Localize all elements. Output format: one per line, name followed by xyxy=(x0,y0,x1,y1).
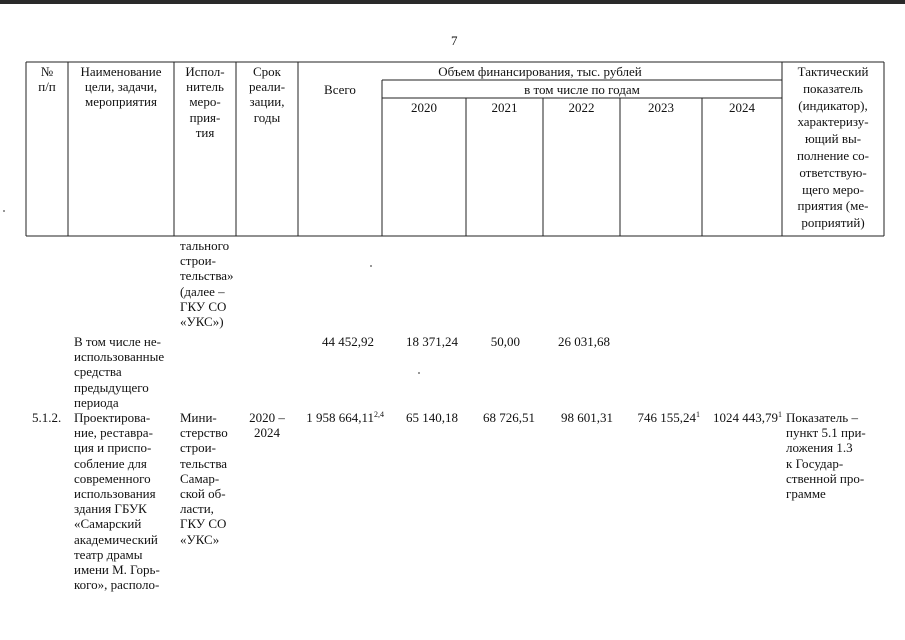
header-name: Наименование цели, задачи, мероприятия xyxy=(80,64,162,110)
header-executor: Испол- нитель меро- прия- тия xyxy=(185,64,225,140)
row-512-2021: 68 726,51 xyxy=(483,410,535,425)
header-indicator: Тактический показатель (индикатор), характеризу- ющий вы- полнение со- ответствую- щего меро- приятия (ме- роприятий) xyxy=(796,64,870,231)
header-year-2024: 2024 xyxy=(729,100,755,115)
scan-speck xyxy=(370,265,372,267)
unused-funds-total: 44 452,92 xyxy=(322,334,374,349)
row-512-name: Проектирова- ние, реставра- ция и приспо- собление для современного использования здания ГБУК «Самарский академический театр драмы имени М. Горь- кого», располо- xyxy=(74,410,160,593)
header-year-2021: 2021 xyxy=(491,100,518,115)
unused-funds-2021: 50,00 xyxy=(490,334,520,349)
header-funding: Объем финансирования, тыс. рублей xyxy=(438,64,642,79)
header-year-2023: 2023 xyxy=(648,100,674,115)
row-512-executor: Мини- стерство строи- тельства Самар- ской об- ласти, ГКУ СО «УКС» xyxy=(180,410,228,547)
header-num: № п/п xyxy=(38,64,56,95)
page-number: 7 xyxy=(451,33,458,48)
row-512-number: 5.1.2. xyxy=(32,410,62,425)
row-512-2024: 1024 443,79$^1$ xyxy=(713,410,782,425)
row-512-2020: 65 140,18 xyxy=(406,410,458,425)
row-512-2022: 98 601,31 xyxy=(561,410,613,425)
unused-funds-2022: 26 031,68 xyxy=(558,334,610,349)
header-year-2022: 2022 xyxy=(568,100,595,115)
scan-speck xyxy=(418,372,420,374)
header-total: Всего xyxy=(324,82,356,97)
row-512-indicator: Показатель – пункт 5.1 при- ложения 1.3 к Государ- ственной про- грамме xyxy=(786,410,866,502)
row-512-2023: 746 155,24$^1$ xyxy=(637,410,700,425)
row-512-total: 1 958 664,11$^{2,4}$ xyxy=(306,410,384,425)
header-by-years: в том числе по годам xyxy=(524,82,640,97)
header-term: Срок реали- зации, годы xyxy=(248,64,286,125)
continuation-executor: тального строи- тельства» (далее – ГКУ СО «УКС») xyxy=(180,238,234,330)
unused-funds-2020: 18 371,24 xyxy=(406,334,458,349)
header-year-2020: 2020 xyxy=(411,100,437,115)
unused-funds-name: В том числе не- использованные средства предыдущего периода xyxy=(74,334,165,410)
row-512-term: 2020 – 2024 xyxy=(249,410,285,441)
scan-speck xyxy=(3,210,5,212)
